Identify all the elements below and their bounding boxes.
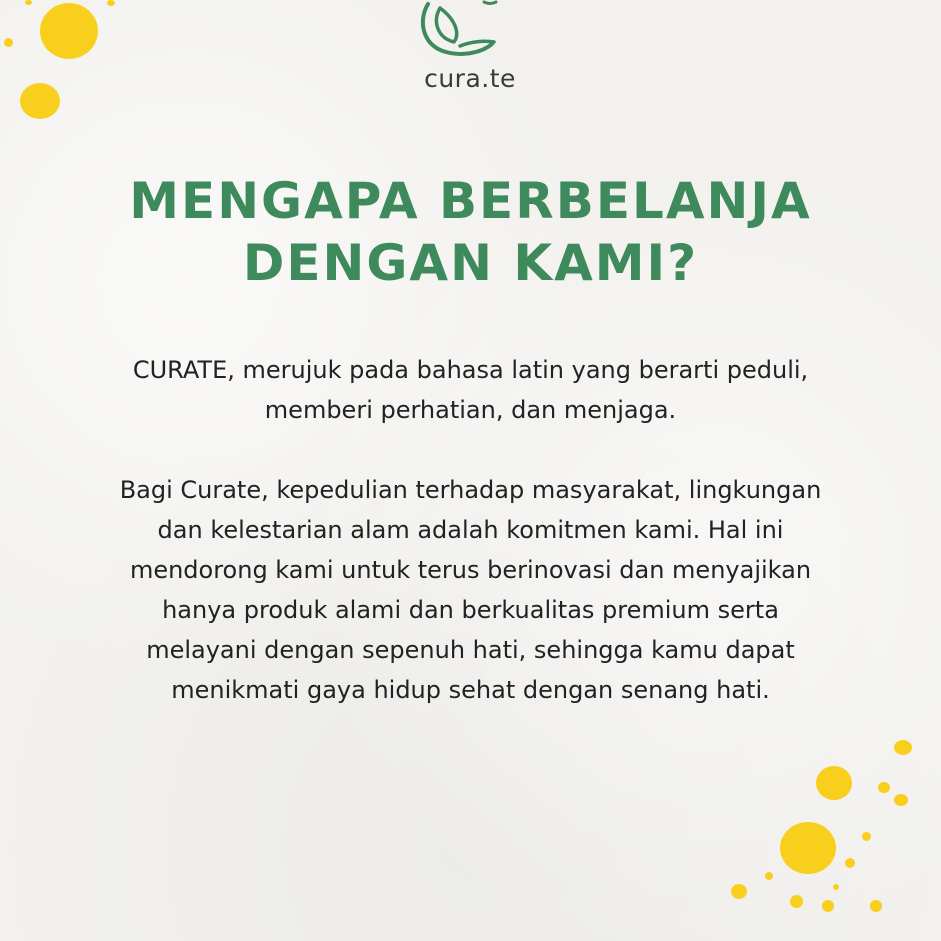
decorative-dot bbox=[816, 766, 852, 800]
decorative-dot bbox=[25, 0, 32, 5]
paragraph-line: hanya produk alami dan berkualitas premium serta bbox=[162, 596, 779, 624]
decorative-dot bbox=[870, 900, 882, 912]
brand-name: cura.te bbox=[424, 64, 516, 93]
decorative-dot bbox=[894, 794, 908, 806]
brand-logo bbox=[370, 0, 570, 100]
paragraph-line: menikmati gaya hidup sehat dengan senang hati. bbox=[171, 676, 770, 704]
paragraph-line: dan kelestarian alam adalah komitmen kami. Hal ini bbox=[157, 516, 784, 544]
paragraph-line: CURATE, merujuk pada bahasa latin yang berarti peduli, bbox=[132, 356, 809, 384]
title-line-1: MENGAPA BERBELANJA bbox=[129, 172, 812, 230]
page-title bbox=[0, 170, 941, 294]
paragraph-line: mendorong kami untuk terus berinovasi dan menyajikan bbox=[129, 556, 812, 584]
decorative-dot bbox=[878, 782, 890, 793]
decorative-dot bbox=[822, 900, 834, 912]
intro-paragraph bbox=[30, 350, 911, 430]
decorative-dot bbox=[845, 858, 855, 868]
decorative-dot bbox=[107, 0, 115, 6]
decorative-dot bbox=[894, 740, 912, 755]
decorative-dot bbox=[731, 884, 747, 899]
paragraph-line: memberi perhatian, dan menjaga. bbox=[264, 396, 677, 424]
paragraph-line: Bagi Curate, kepedulian terhadap masyarakat, lingkungan bbox=[119, 476, 822, 504]
leaf-c-icon bbox=[396, 0, 506, 65]
decorative-dot bbox=[4, 38, 13, 47]
decorative-dot bbox=[40, 3, 98, 59]
decorative-dot bbox=[20, 83, 60, 119]
decorative-dot bbox=[780, 822, 836, 874]
decorative-dot bbox=[790, 895, 803, 908]
commitment-paragraph bbox=[30, 470, 911, 710]
decorative-dot bbox=[765, 872, 773, 880]
decorative-dot bbox=[833, 884, 839, 890]
paragraph-line: melayani dengan sepenuh hati, sehingga kamu dapat bbox=[146, 636, 795, 664]
title-line-2: DENGAN KAMI? bbox=[242, 234, 699, 292]
decorative-dot bbox=[862, 832, 871, 841]
